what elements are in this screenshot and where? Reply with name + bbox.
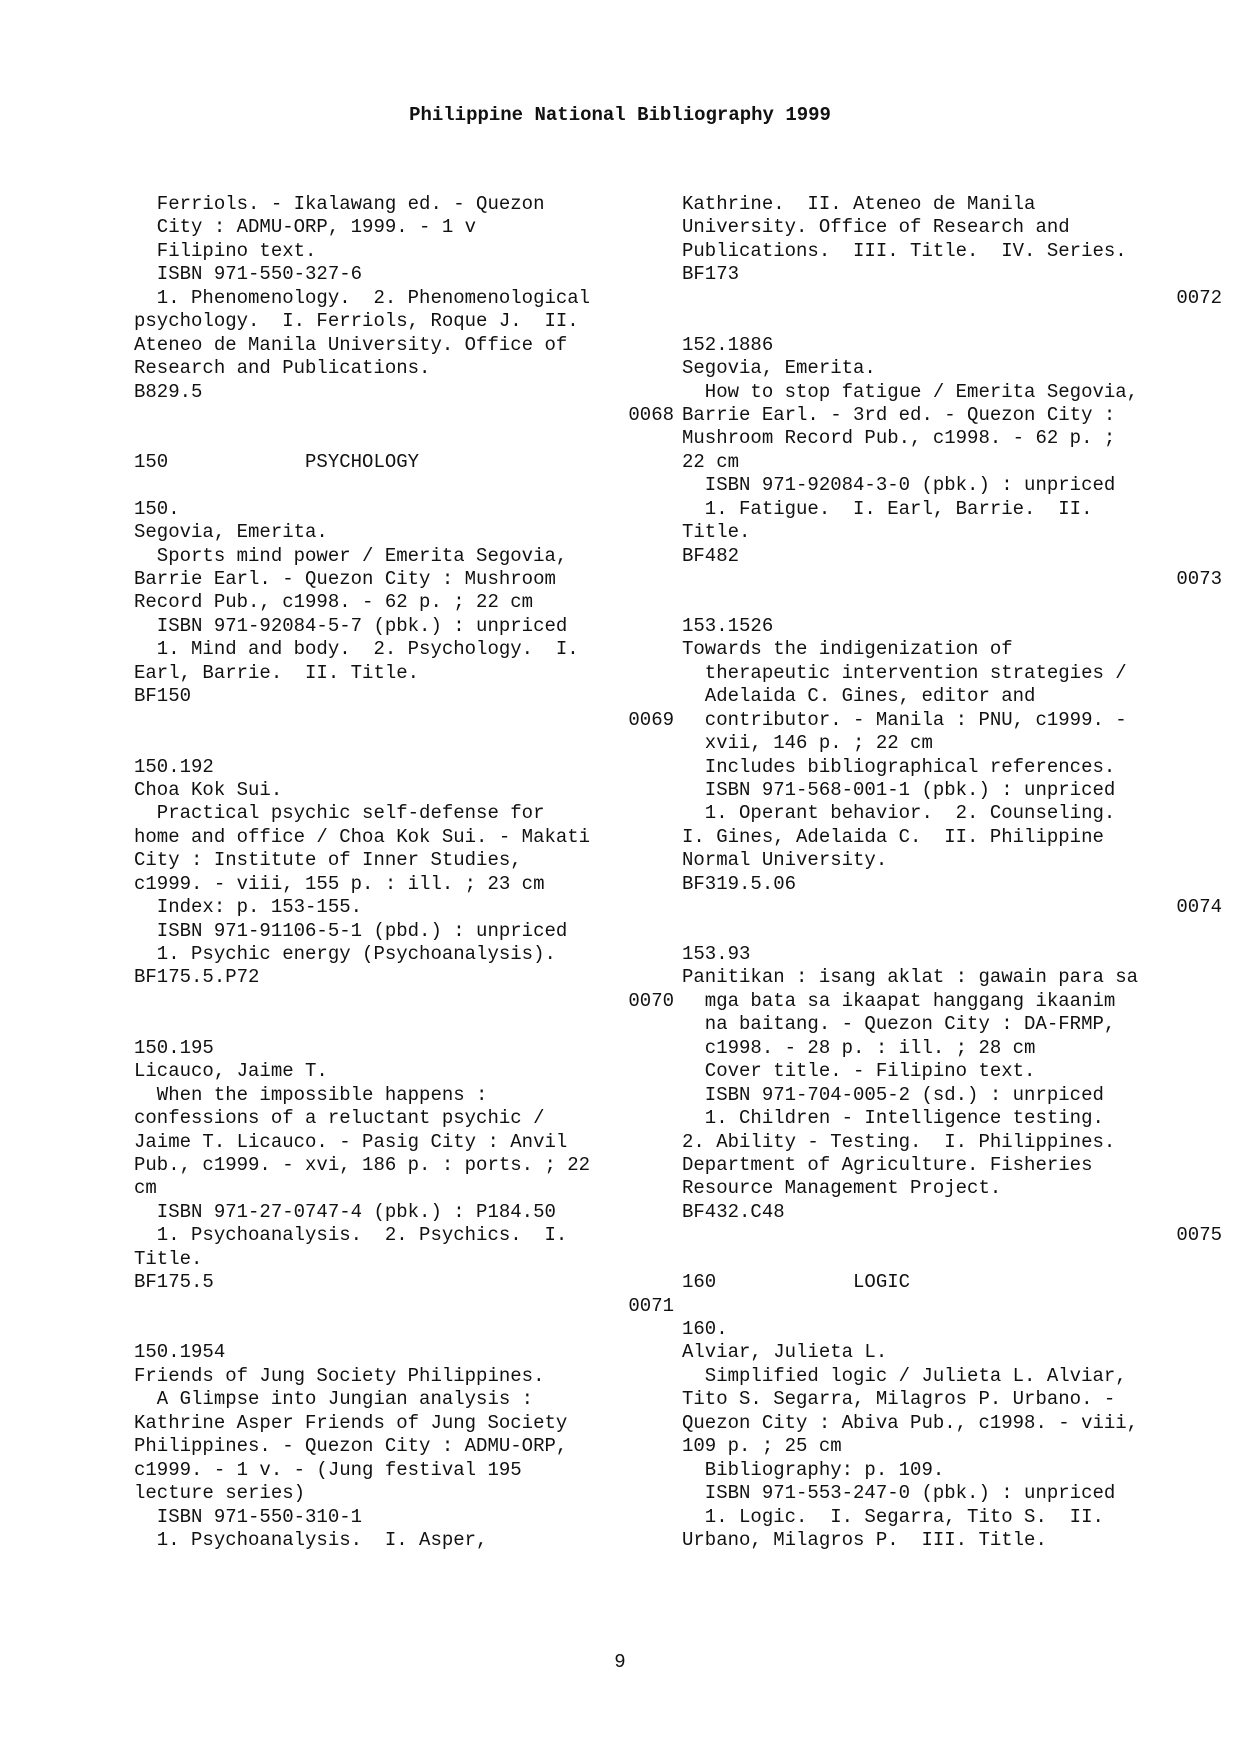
bibliography-line: Choa Kok Sui. bbox=[134, 778, 283, 801]
bibliography-line: Earl, Barrie. II. Title. bbox=[134, 661, 420, 684]
bibliography-line bbox=[134, 1318, 674, 1341]
bibliography-line: University. Office of Research and bbox=[682, 216, 1070, 239]
bibliography-line: 150.195 bbox=[134, 1036, 214, 1059]
bibliography-line: 1. Fatigue. I. Earl, Barrie. II. bbox=[682, 497, 1093, 520]
bibliography-line bbox=[134, 1013, 674, 1036]
bibliography-line: ISBN 971-550-310-1 bbox=[134, 1505, 363, 1528]
entry-number: 0071 bbox=[628, 1294, 674, 1317]
bibliography-line: Index: p. 153-155. bbox=[134, 896, 363, 919]
bibliography-line: City : ADMU-ORP, 1999. - 1 v bbox=[134, 216, 477, 239]
bibliography-line: Philippines. - Quezon City : ADMU-ORP, bbox=[134, 1435, 568, 1458]
entry-number: 0069 bbox=[628, 708, 674, 731]
entry-number: 0068 bbox=[628, 403, 674, 426]
bibliography-line: Urbano, Milagros P. III. Title. bbox=[682, 1528, 1047, 1551]
bibliography-line: Segovia, Emerita. bbox=[682, 357, 876, 380]
bibliography-line: cm bbox=[134, 1177, 157, 1200]
bibliography-line bbox=[682, 920, 1222, 943]
bibliography-line: 1. Mind and body. 2. Psychology. I. bbox=[134, 638, 579, 661]
bibliography-line bbox=[134, 474, 674, 497]
bibliography-line: Kathrine. II. Ateneo de Manila bbox=[682, 193, 1036, 215]
bibliography-line: Licauco, Jaime T. bbox=[134, 1060, 328, 1083]
bibliography-line: Cover title. - Filipino text. bbox=[682, 1060, 1036, 1083]
entry-number: 0074 bbox=[1176, 896, 1222, 919]
bibliography-line: I. Gines, Adelaida C. II. Philippine bbox=[682, 825, 1104, 848]
bibliography-line: Publications. III. Title. IV. Series. bbox=[682, 239, 1127, 262]
bibliography-line: Simplified logic / Julieta L. Alviar, bbox=[682, 1364, 1127, 1387]
bibliography-line: 1. Logic. I. Segarra, Tito S. II. bbox=[682, 1505, 1104, 1528]
bibliography-line: ISBN 971-92084-3-0 (pbk.) : unpriced bbox=[682, 474, 1116, 497]
bibliography-line: Barrie Earl. - Quezon City : Mushroom bbox=[134, 568, 556, 590]
bibliography-line bbox=[134, 427, 674, 450]
bibliography-line: Sports mind power / Emerita Segovia, bbox=[134, 544, 568, 567]
bibliography-line: BF175.5 bbox=[134, 1271, 214, 1294]
bibliography-line: Record Pub., c1998. - 62 p. ; 22 cm bbox=[134, 591, 534, 614]
bibliography-line bbox=[682, 591, 1222, 614]
bibliography-line: ISBN 971-550-327-6 bbox=[134, 263, 363, 286]
bibliography-line: 160. bbox=[682, 1318, 728, 1340]
bibliography-line: 152.1886 bbox=[682, 333, 774, 356]
bibliography-line: 2. Ability - Testing. I. Philippines. bbox=[682, 1130, 1116, 1153]
entry-number: 0072 bbox=[1176, 286, 1222, 309]
bibliography-line: 1. Psychic energy (Psychoanalysis). bbox=[134, 943, 556, 965]
bibliography-line: Friends of Jung Society Philippines. bbox=[134, 1364, 545, 1387]
bibliography-line: Mushroom Record Pub., c1998. - 62 p. ; bbox=[682, 427, 1116, 450]
bibliography-line: therapeutic intervention strategies / bbox=[682, 661, 1127, 684]
bibliography-line: Filipino text. bbox=[134, 239, 317, 262]
bibliography-line: c1999. - 1 v. - (Jung festival 195 bbox=[134, 1458, 522, 1481]
bibliography-line: na baitang. - Quezon City : DA-FRMP, bbox=[682, 1013, 1116, 1036]
bibliography-line: BF432.C48 bbox=[682, 1200, 785, 1223]
entry-number: 0073 bbox=[1176, 568, 1222, 590]
bibliography-line: 150.1954 bbox=[134, 1341, 226, 1364]
bibliography-line: ISBN 971-568-001-1 (pbk.) : unpriced bbox=[682, 778, 1116, 801]
bibliography-line: Pub., c1999. - xvi, 186 p. : ports. ; 22 bbox=[134, 1153, 591, 1176]
bibliography-line: Alviar, Julieta L. bbox=[682, 1341, 888, 1364]
bibliography-line: Practical psychic self-defense for bbox=[134, 802, 545, 825]
bibliography-line: ISBN 971-27-0747-4 (pbk.) : P184.50 bbox=[134, 1200, 556, 1223]
entry-number: 0075 bbox=[1176, 1224, 1222, 1247]
bibliography-line: ISBN 971-704-005-2 (sd.) : unrpiced bbox=[682, 1083, 1104, 1106]
bibliography-line: Bibliography: p. 109. bbox=[682, 1458, 945, 1481]
bibliography-line: 153.93 bbox=[682, 943, 751, 965]
bibliography-line bbox=[682, 310, 1222, 333]
bibliography-line: 150 PSYCHOLOGY bbox=[134, 450, 420, 473]
bibliography-line: Adelaida C. Gines, editor and bbox=[682, 685, 1036, 708]
bibliography-line: 1. Operant behavior. 2. Counseling. bbox=[682, 802, 1116, 825]
bibliography-line: Barrie Earl. - 3rd ed. - Quezon City : bbox=[682, 403, 1116, 426]
bibliography-line bbox=[682, 1248, 1222, 1271]
bibliography-line: 1. Phenomenology. 2. Phenomenological bbox=[134, 286, 591, 309]
bibliography-line: Kathrine Asper Friends of Jung Society bbox=[134, 1411, 568, 1434]
bibliography-line bbox=[134, 732, 674, 755]
bibliography-line: A Glimpse into Jungian analysis : bbox=[134, 1388, 534, 1411]
bibliography-line: c1998. - 28 p. : ill. ; 28 cm bbox=[682, 1036, 1036, 1059]
bibliography-line: ISBN 971-92084-5-7 (pbk.) : unpriced bbox=[134, 614, 568, 637]
entry-number: 0070 bbox=[628, 989, 674, 1012]
bibliography-line: Normal University. bbox=[682, 849, 888, 872]
bibliography-line: 1. Children - Intelligence testing. bbox=[682, 1107, 1104, 1130]
bibliography-line: xvii, 146 p. ; 22 cm bbox=[682, 732, 933, 755]
bibliography-line: Title. bbox=[134, 1247, 203, 1270]
bibliography-line: confessions of a reluctant psychic / bbox=[134, 1107, 545, 1130]
bibliography-line: Tito S. Segarra, Milagros P. Urbano. - bbox=[682, 1388, 1116, 1411]
bibliography-line: 1. Psychoanalysis. I. Asper, bbox=[134, 1528, 488, 1551]
bibliography-line: Segovia, Emerita. bbox=[134, 521, 328, 544]
right-column bbox=[682, 193, 1222, 1552]
bibliography-line: Resource Management Project. bbox=[682, 1177, 1002, 1200]
bibliography-line: City : Institute of Inner Studies, bbox=[134, 849, 522, 872]
bibliography-line: 160 LOGIC bbox=[682, 1271, 911, 1294]
bibliography-line: Panitikan : isang aklat : gawain para sa bbox=[682, 966, 1139, 989]
bibliography-line: Ferriols. - Ikalawang ed. - Quezon bbox=[134, 193, 545, 215]
bibliography-line: Ateneo de Manila University. Office of bbox=[134, 333, 568, 356]
bibliography-line: ISBN 971-553-247-0 (pbk.) : unpriced bbox=[682, 1482, 1116, 1505]
bibliography-line: Department of Agriculture. Fisheries bbox=[682, 1153, 1093, 1176]
bibliography-line: BF482 bbox=[682, 544, 740, 567]
bibliography-line: 1. Psychoanalysis. 2. Psychics. I. bbox=[134, 1224, 568, 1247]
left-column bbox=[134, 193, 674, 1552]
bibliography-line: contributor. - Manila : PNU, c1999. - bbox=[682, 708, 1127, 731]
bibliography-line bbox=[682, 1295, 1222, 1318]
bibliography-line: When the impossible happens : bbox=[134, 1083, 488, 1106]
bibliography-line: How to stop fatigue / Emerita Segovia, bbox=[682, 380, 1139, 403]
bibliography-line: 150. bbox=[134, 497, 180, 520]
bibliography-line: ISBN 971-91106-5-1 (pbd.) : unpriced bbox=[134, 919, 568, 942]
bibliography-line: 153.1526 bbox=[682, 614, 774, 637]
bibliography-line: Quezon City : Abiva Pub., c1998. - viii, bbox=[682, 1411, 1139, 1434]
bibliography-line: mga bata sa ikaapat hanggang ikaanim bbox=[682, 989, 1116, 1012]
bibliography-line: B829.5 bbox=[134, 380, 203, 403]
bibliography-line: Title. bbox=[682, 521, 751, 544]
bibliography-line: 150.192 bbox=[134, 755, 214, 778]
bibliography-line: c1999. - viii, 155 p. : ill. ; 23 cm bbox=[134, 872, 545, 895]
page-title: Philippine National Bibliography 1999 bbox=[409, 104, 831, 126]
bibliography-line: BF150 bbox=[134, 685, 192, 708]
bibliography-line: Towards the indigenization of bbox=[682, 638, 1013, 661]
bibliography-line: Jaime T. Licauco. - Pasig City : Anvil bbox=[134, 1130, 568, 1153]
bibliography-line: BF319.5.06 bbox=[682, 872, 797, 895]
bibliography-line: BF173 bbox=[682, 263, 740, 286]
bibliography-line: 109 p. ; 25 cm bbox=[682, 1435, 842, 1458]
bibliography-line: BF175.5.P72 bbox=[134, 966, 260, 989]
bibliography-line: Research and Publications. bbox=[134, 357, 431, 380]
page-number: 9 bbox=[614, 1651, 626, 1673]
bibliography-line: Includes bibliographical references. bbox=[682, 755, 1116, 778]
bibliography-line: 22 cm bbox=[682, 450, 740, 473]
bibliography-line: home and office / Choa Kok Sui. - Makati bbox=[134, 825, 591, 848]
bibliography-line: psychology. I. Ferriols, Roque J. II. bbox=[134, 310, 579, 333]
bibliography-line: lecture series) bbox=[134, 1482, 306, 1505]
